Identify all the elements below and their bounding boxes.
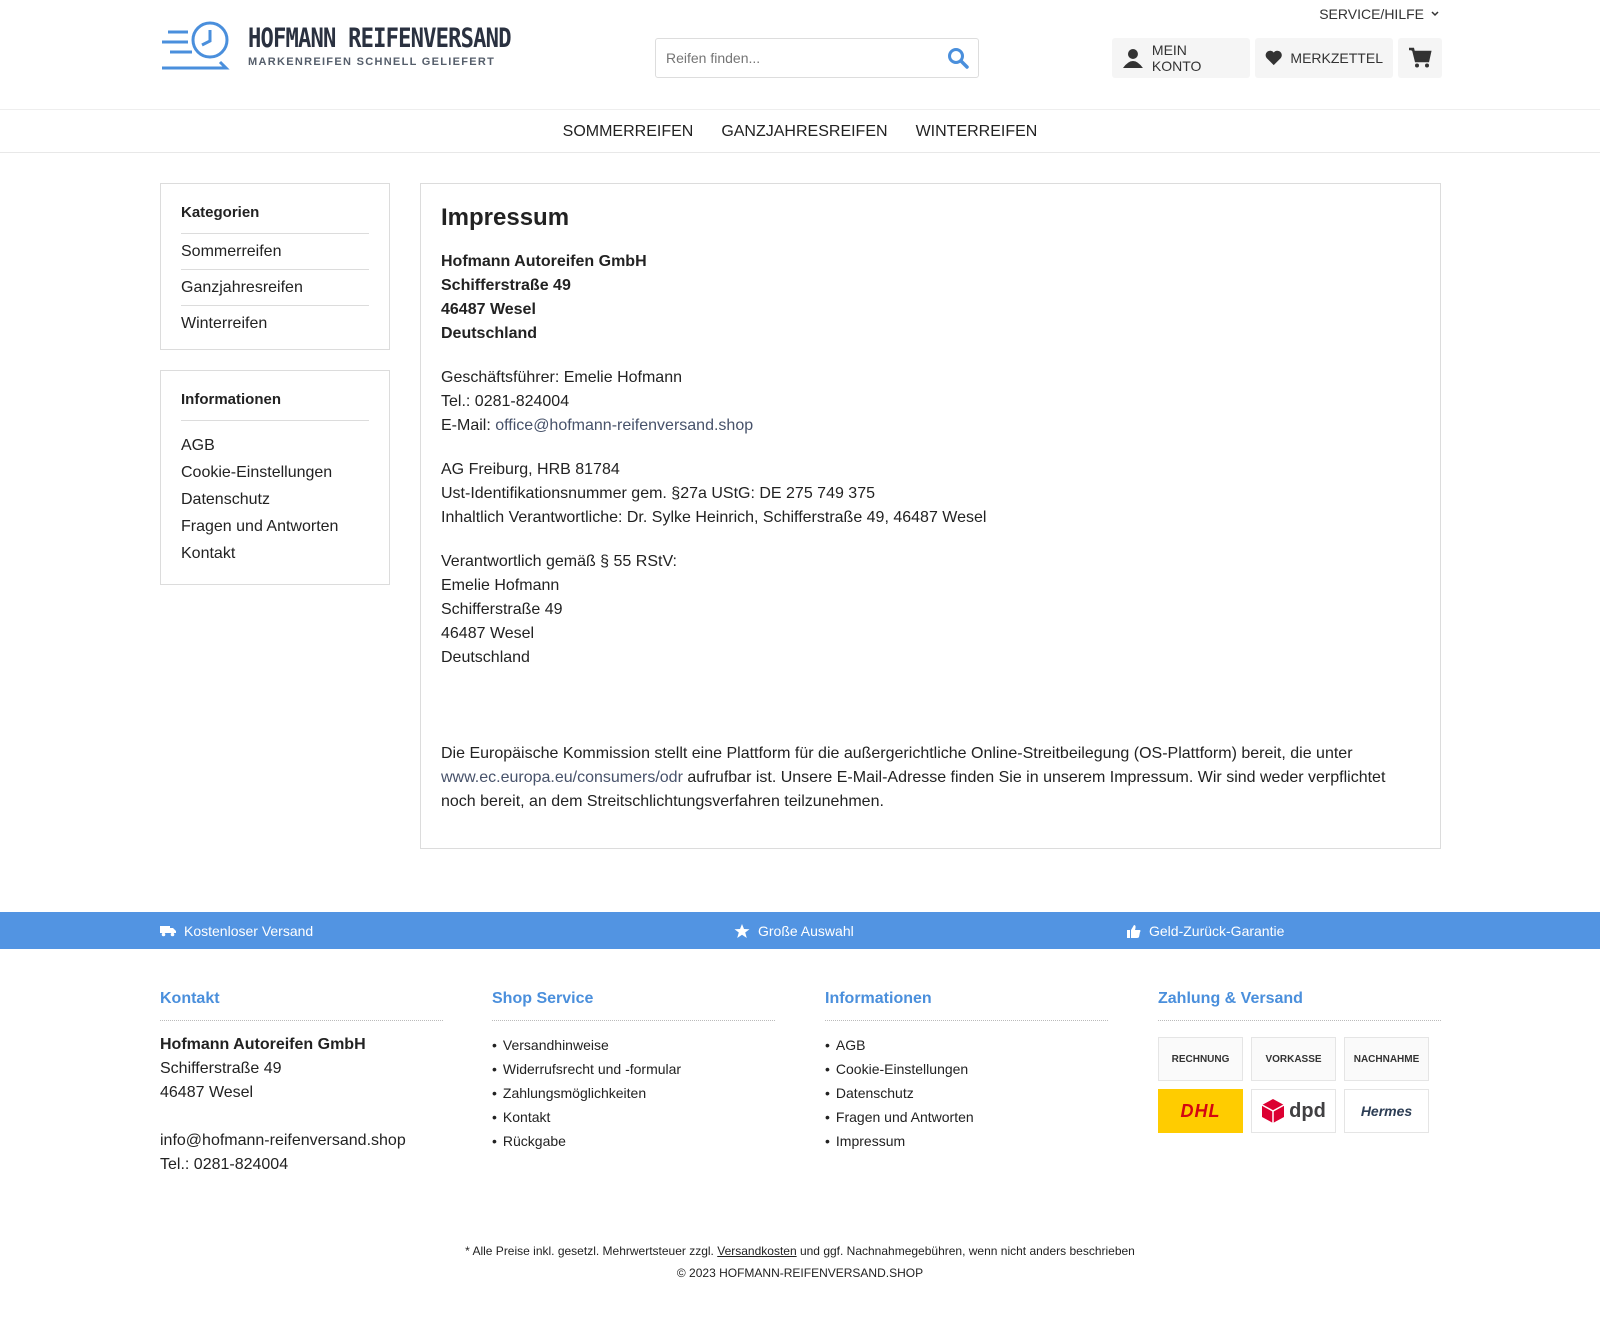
main-navigation (0, 111, 1600, 153)
email-link[interactable]: office@hofmann-reifenversand.shop (495, 417, 754, 434)
truck-icon (160, 925, 176, 937)
footer-info-title: Informationen (825, 990, 1108, 1021)
rstv-country: Deutschland (441, 649, 530, 666)
impressum-content (420, 183, 1441, 849)
company-country: Deutschland (441, 325, 538, 342)
legal-note (0, 1240, 1600, 1262)
footer-link-versandhinweise[interactable]: • Versandhinweise (492, 1033, 775, 1057)
nav-sommerreifen[interactable]: SOMMERREIFEN (562, 122, 694, 140)
sidebar-item-agb[interactable]: AGB (181, 437, 215, 454)
sidebar-info-title: Informationen (181, 387, 369, 421)
rstv-info (441, 550, 1420, 670)
responsible-line: Inhaltlich Verantwortliche: Dr. Sylke Heinrich, Schifferstraße 49, 46487 Wesel (441, 509, 987, 526)
footer-contact-title: Kontakt (160, 990, 443, 1021)
payment-rechnung: RECHNUNG (1158, 1037, 1243, 1081)
footer-link-agb[interactable]: • AGB (825, 1033, 1108, 1057)
shipping-dpd-logo (1251, 1089, 1336, 1133)
search-button[interactable] (938, 39, 978, 77)
header (0, 0, 1600, 110)
phone-line: Tel.: 0281-824004 (441, 393, 570, 410)
sidebar-informationen (160, 370, 390, 585)
register-info (441, 458, 1420, 530)
sidebar-categories (160, 183, 390, 350)
footer-link-datenschutz[interactable]: • Datenschutz (825, 1081, 1108, 1105)
sidebar-item-datenschutz[interactable]: Datenschutz (181, 491, 270, 508)
contact-info (441, 366, 1420, 438)
odr-text-2: aufrufbar ist. Unsere E-Mail-Adresse finden Sie in unserem Impressum. Wir sind weder verpflichtet noch bereit, an dem Streitschlichtungsverfahren teilzunehmen. (441, 769, 1386, 810)
footer-company: Hofmann Autoreifen GmbH (160, 1036, 366, 1053)
sidebar-item-cookie-einstellungen[interactable]: Cookie-Einstellungen (181, 464, 333, 481)
rstv-name: Emelie Hofmann (441, 577, 560, 594)
footer-pay-title: Zahlung & Versand (1158, 990, 1441, 1021)
service-help-label: SERVICE/HILFE (1319, 6, 1424, 22)
search-box (655, 38, 979, 78)
shipping-dhl-logo: DHL (1158, 1089, 1243, 1133)
footer-city: 46487 Wesel (160, 1084, 254, 1101)
sidebar-item-kontakt[interactable]: Kontakt (181, 545, 236, 562)
benefits-bar (0, 912, 1600, 949)
search-input[interactable] (656, 39, 938, 77)
chevron-down-icon (1430, 9, 1440, 19)
sidebar-categories-title: Kategorien (181, 200, 369, 234)
sidebar-item-sommerreifen[interactable]: Sommerreifen (181, 234, 369, 270)
footer-link-rueckgabe[interactable]: • Rückgabe (492, 1129, 775, 1153)
footer-street: Schifferstraße 49 (160, 1060, 282, 1077)
footer-email[interactable]: info@hofmann-reifenversand.shop (160, 1132, 406, 1149)
cart-icon (1408, 47, 1432, 69)
benefit-selection-label: Große Auswahl (758, 922, 854, 939)
benefit-selection (734, 912, 854, 949)
legal-footer (0, 1240, 1600, 1284)
sidebar-item-winterreifen[interactable]: Winterreifen (181, 315, 268, 332)
page-title: Impressum (441, 204, 570, 231)
search-icon (947, 47, 969, 69)
shipping-hermes-logo: Hermes (1344, 1089, 1429, 1133)
company-city: 46487 Wesel (441, 301, 536, 318)
payment-nachnahme: NACHNAHME (1344, 1037, 1429, 1081)
company-street: Schifferstraße 49 (441, 277, 571, 294)
thumbs-up-icon (1127, 924, 1141, 938)
clock-speed-icon (160, 18, 230, 74)
vat-line: Ust-Identifikationsnummer gem. §27a UStG: DE 275 749 375 (441, 485, 875, 502)
versandkosten-link[interactable]: Versandkosten (717, 1244, 797, 1258)
copyright: © 2023 HOFMANN-REIFENVERSAND.SHOP (676, 1266, 924, 1280)
benefit-shipping-label: Kostenloser Versand (184, 922, 314, 939)
footer-phone: Tel.: 0281-824004 (160, 1156, 289, 1173)
footer-payment-shipping (1158, 990, 1441, 1133)
sidebar-item-ganzjahresreifen[interactable]: Ganzjahresreifen (181, 270, 369, 306)
rstv-title: Verantwortlich gemäß § 55 RStV: (441, 553, 677, 570)
rstv-city: 46487 Wesel (441, 625, 535, 642)
email-prefix: E-Mail: (441, 417, 496, 434)
heart-icon (1265, 48, 1282, 68)
nav-ganzjahresreifen[interactable]: GANZJAHRESREIFEN (721, 122, 888, 140)
register-line: AG Freiburg, HRB 81784 (441, 461, 620, 478)
user-icon (1122, 48, 1144, 68)
footer-informationen (825, 990, 1108, 1153)
logo-subtitle: MARKENREIFEN SCHNELL GELIEFERT (248, 56, 496, 68)
service-help-menu[interactable] (1319, 6, 1440, 22)
footer-link-zahlungsmoeglichkeiten[interactable]: • Zahlungsmöglichkeiten (492, 1081, 775, 1105)
odr-link[interactable]: www.ec.europa.eu/consumers/odr (441, 769, 683, 786)
footer-link-widerrufsrecht[interactable]: • Widerrufsrecht und -formular (492, 1057, 775, 1081)
cart-button[interactable] (1398, 38, 1442, 78)
odr-text-1: Die Europäische Kommission stellt eine Plattform für die außergerichtliche Online-Streitbeilegung (OS-Plattform) bereit, die unter (441, 745, 1353, 762)
legal-suffix: und ggf. Nachnahmegebühren, wenn nicht anders beschrieben (796, 1244, 1135, 1258)
nav-winterreifen[interactable]: WINTERREIFEN (915, 122, 1038, 140)
footer-link-impressum[interactable]: • Impressum (825, 1129, 1108, 1153)
benefit-guarantee-label: Geld-Zurück-Garantie (1149, 922, 1285, 939)
footer-link-kontakt[interactable]: • Kontakt (492, 1105, 775, 1129)
wishlist-label: MERKZETTEL (1290, 50, 1383, 66)
wishlist-button[interactable] (1255, 38, 1393, 78)
company-name: Hofmann Autoreifen GmbH (441, 253, 647, 270)
star-icon (734, 923, 750, 939)
dpd-label: dpd (1289, 1099, 1326, 1122)
account-button[interactable] (1112, 38, 1250, 78)
benefit-shipping (160, 912, 313, 949)
footer-shop-service (492, 990, 775, 1153)
logo[interactable] (160, 18, 568, 74)
ceo-line: Geschäftsführer: Emelie Hofmann (441, 369, 682, 386)
dpd-cube-icon (1261, 1098, 1285, 1124)
footer-contact (160, 990, 443, 1177)
legal-prefix: * Alle Preise inkl. gesetzl. Mehrwertsteuer zzgl. (465, 1244, 718, 1258)
odr-paragraph (441, 742, 1420, 814)
logo-title: HOFMANN REIFENVERSAND (248, 23, 511, 54)
sidebar-item-fragen-und-antworten[interactable]: Fragen und Antworten (181, 518, 339, 535)
rstv-street: Schifferstraße 49 (441, 601, 563, 618)
footer-service-title: Shop Service (492, 990, 775, 1021)
payment-vorkasse: VORKASSE (1251, 1037, 1336, 1081)
company-address (441, 250, 1420, 346)
benefit-guarantee (1127, 912, 1284, 949)
footer-link-fragen-und-antworten[interactable]: • Fragen und Antworten (825, 1105, 1108, 1129)
footer-link-cookie-einstellungen[interactable]: • Cookie-Einstellungen (825, 1057, 1108, 1081)
account-label: MEIN KONTO (1151, 42, 1202, 74)
